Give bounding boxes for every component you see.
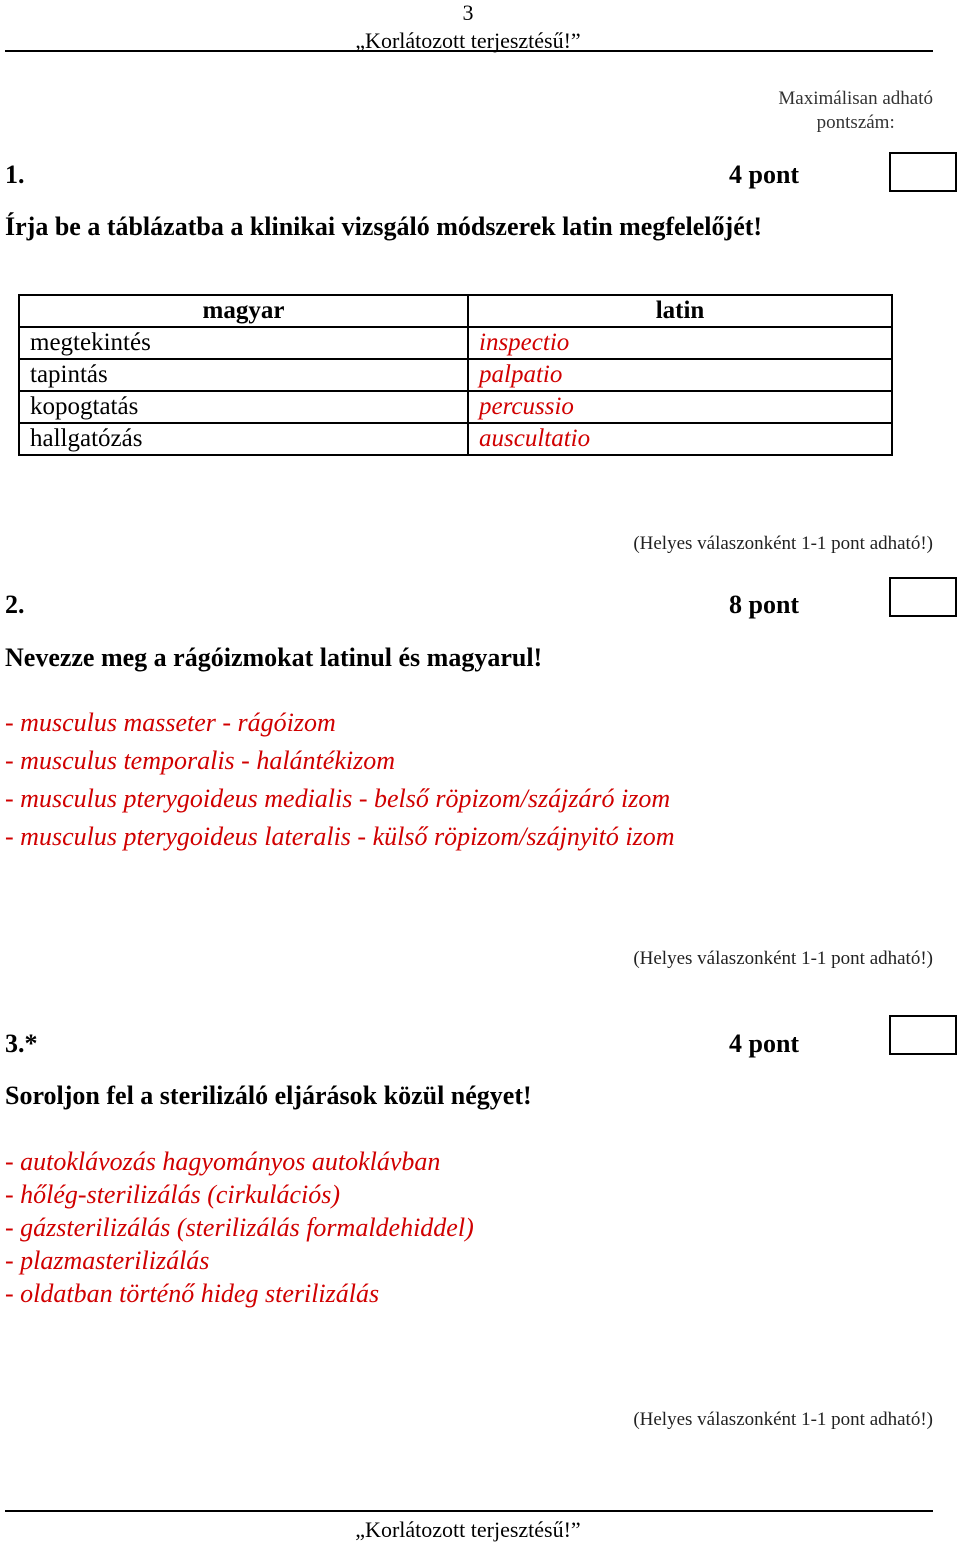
q3-number: 3.* [5,1029,38,1058]
q2-answer [5,708,336,738]
q2-answer [5,746,395,776]
q2-answer-text: musculus pterygoideus medialis - belső röpizom/szájzáró izom [20,784,671,813]
table-cell-latin: inspectio [468,327,892,359]
table-cell-latin: percussio [468,391,892,423]
q2-answer-dash: - [5,746,21,775]
q1-points: 4 pont [729,160,800,189]
table-cell-latin: auscultatio [468,423,892,455]
header-rule [5,50,933,52]
q1-number: 1. [5,160,25,189]
max-points-label-line2: pontszám: [816,112,895,133]
q2-points: 8 pont [729,590,800,619]
q1-score-box[interactable] [889,152,957,192]
table-cell-magyar: hallgatózás [19,423,468,455]
q2-answer-dash: - [5,822,21,851]
q2-answer [5,822,675,852]
table-header-latin: latin [468,295,892,327]
q2-answer-text: musculus pterygoideus lateralis - külső röpizom/szájnyitó izom [20,822,675,851]
footer-restriction: „Korlátozott terjesztésű!” [355,1517,581,1542]
q2-answer-dash: - [5,784,21,813]
q3-score-box[interactable] [889,1015,957,1055]
q2-score-box[interactable] [889,577,957,617]
q2-answer [5,784,670,814]
table-cell-magyar: kopogtatás [19,391,468,423]
q3-answer: - plazmasterilizálás [5,1246,210,1275]
table-header-magyar: magyar [19,295,468,327]
table-cell-magyar: tapintás [19,359,468,391]
q3-answer: - autoklávozás hagyományos autoklávban [5,1147,441,1176]
q1-note: (Helyes válaszonként 1-1 pont adható!) [633,533,933,554]
page-number: 3 [462,0,474,25]
table-cell-magyar: megtekintés [19,327,468,359]
q1-table [18,294,893,456]
q3-answer: - gázsterilizálás (sterilizálás formaldehiddel) [5,1213,474,1242]
q3-points: 4 pont [729,1029,800,1058]
header-restriction: „Korlátozott terjesztésű!” [355,28,581,53]
table-row [19,423,892,455]
q3-answer: - hőlég-sterilizálás (cirkulációs) [5,1180,341,1209]
max-points-label-line1: Maximálisan adható [778,88,933,109]
q3-note: (Helyes válaszonként 1-1 pont adható!) [633,1409,933,1430]
q2-answer-dash: - [5,708,21,737]
q2-number: 2. [5,590,25,619]
table-row [19,327,892,359]
q2-answer-text: musculus temporalis - halántékizom [20,746,395,775]
table-row [19,359,892,391]
table-cell-latin: palpatio [468,359,892,391]
q3-answer: - oldatban történő hideg sterilizálás [5,1279,380,1308]
q1-text: Írja be a táblázatba a klinikai vizsgáló módszerek latin megfelelőjét! [5,212,763,241]
q2-text: Nevezze meg a rágóizmokat latinul és magyarul! [5,643,543,672]
q2-answer-text: musculus masseter - rágóizom [20,708,336,737]
q3-text: Soroljon fel a sterilizáló eljárások közül négyet! [5,1081,532,1110]
q2-note: (Helyes válaszonként 1-1 pont adható!) [633,948,933,969]
footer-rule [5,1510,933,1512]
max-points-label [778,87,933,135]
table-row [19,391,892,423]
table-header-row [19,295,892,327]
